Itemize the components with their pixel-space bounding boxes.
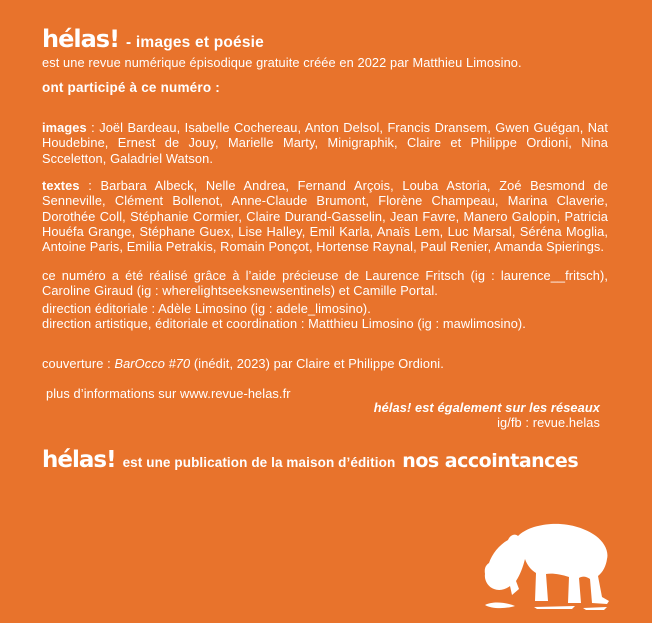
publisher-name: nos accointances	[402, 450, 579, 472]
images-names: : Joël Bardeau, Isabelle Cochereau, Anton Delsol, Francis Dransem, Gwen Guégan, Nat Houdebine, Ernest de Jouy, Marielle Marty, Minigraphik, Claire et Philippe Ordioni, Nina Scceletton, Galadriel Watson.	[42, 119, 608, 166]
textes-names: : Barbara Albeck, Nelle Andrea, Fernand Arçois, Louba Astoria, Zoé Besmond de Senneville, Clément Bollenot, Anne-Claude Brumont, Florène Champeau, Marina Claverie, Dorothée Coll, Stéphanie Cormier, Claire Durand-Gasselin, Jean Favre, Manero Galopin, Patricia Houéfa Grange, Stéphane Guex, Lise Halley, Emil Karla, Anaïs Lem, Luc Marsal, Séréna Moglia, Antoine Paris, Emilia Petrakis, Romain Ponçot, Hortense Raynal, Paul Renier, Amanda Spierings.	[42, 177, 608, 255]
direction-block	[42, 301, 608, 332]
website-url[interactable]: www.revue-helas.fr	[179, 385, 291, 401]
acknowledgements: ce numéro a été réalisé grâce à l’aide précieuse de Laurence Fritsch (ig : laurence__fritsch), Caroline Giraud (ig : wherelightseeksnewsentinels) et Camille Portal.	[42, 267, 608, 299]
textes-label: textes	[42, 177, 80, 193]
textes-contributors	[42, 178, 608, 255]
social-info	[42, 400, 600, 431]
helas-logo: hélas!	[42, 25, 120, 53]
more-info	[46, 386, 608, 401]
images-label: images	[42, 119, 87, 135]
revue-description: est une revue numérique épisodique gratuite créée en 2022 par Matthieu Limosino.	[42, 55, 522, 70]
cover-label: couverture :	[42, 355, 115, 371]
bear-silhouette-icon	[479, 518, 619, 618]
editorial-direction: direction éditoriale : Adèle Limosino (ig : adele_limosino).	[42, 301, 371, 316]
cover-detail: (inédit, 2023) par Claire et Philippe Ordioni.	[190, 355, 444, 371]
images-contributors	[42, 120, 608, 166]
contributors-heading: ont participé à ce numéro :	[42, 80, 220, 95]
publisher-line	[42, 449, 608, 472]
more-info-prefix: plus d’informations sur	[46, 385, 180, 401]
masthead	[42, 27, 608, 70]
artistic-direction: direction artistique, éditoriale et coordination : Matthieu Limosino (ig : mawlimosino).	[42, 316, 526, 332]
cover-title: BarOcco #70	[114, 355, 191, 371]
tagline: - images et poésie	[126, 34, 264, 51]
cover-credit	[42, 356, 608, 371]
publisher-text: est une publication de la maison d’édition	[122, 455, 396, 470]
helas-logo-footer: hélas!	[42, 447, 116, 473]
socials-line2: ig/fb : revue.helas	[497, 415, 600, 431]
socials-line1: hélas! est également sur les réseaux	[373, 400, 600, 415]
